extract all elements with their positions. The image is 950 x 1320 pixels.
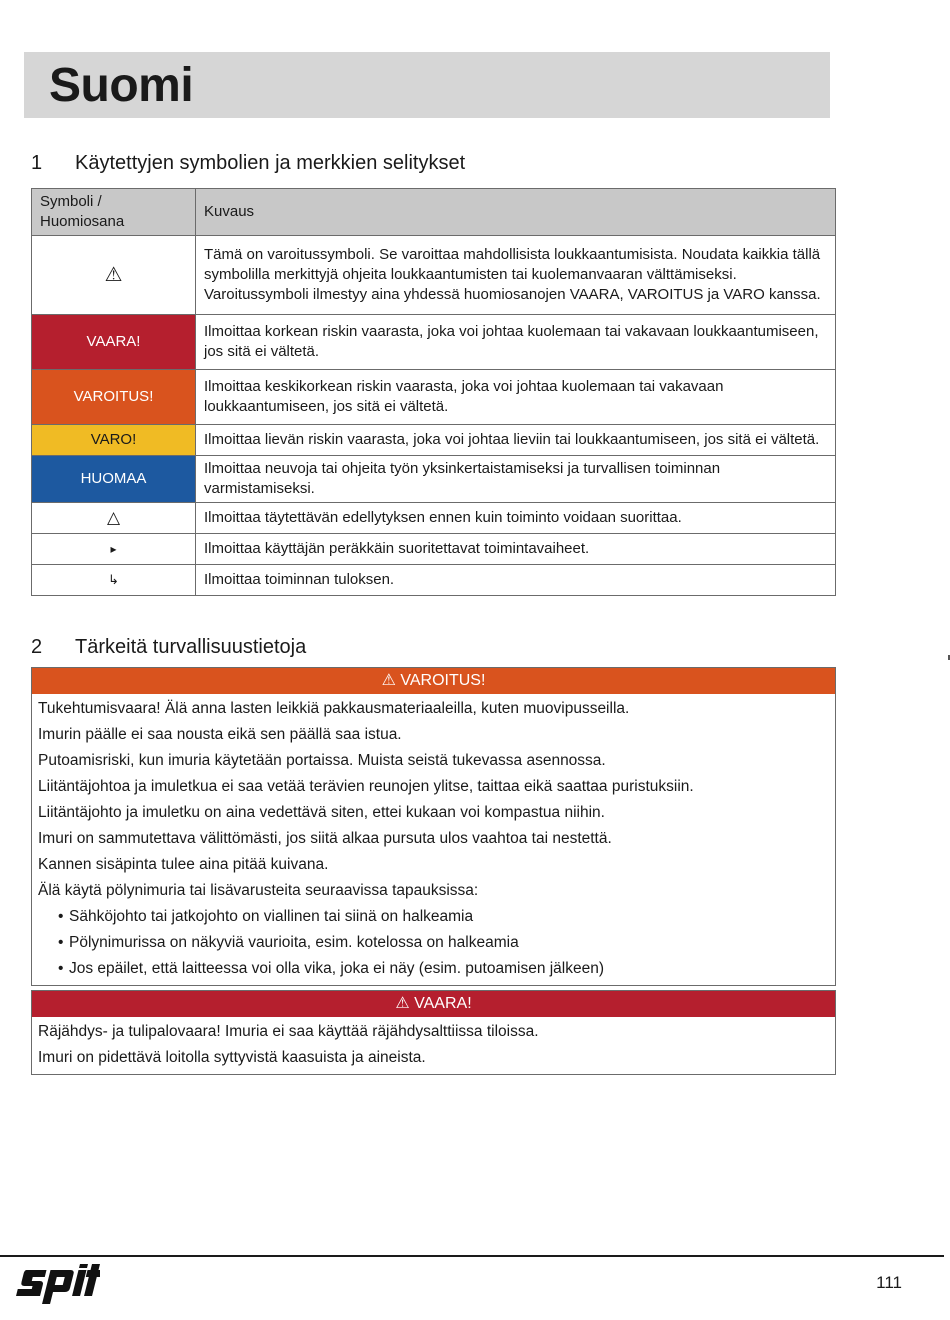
warning-line: Älä käytä pölynimuria tai lisävarusteita seuraavissa tapauksissa: [38, 882, 479, 899]
table-row [32, 315, 836, 370]
section-2-title: Tärkeitä turvallisuustietoja [75, 636, 307, 658]
section-1-title: Käytettyjen symbolien ja merkkien selitykset [75, 152, 466, 174]
danger-bar: ⚠ VAARA! [32, 991, 835, 1017]
danger-line: Räjähdys- ja tulipalovaara! Imuria ei saa käyttää räjähdysalttiissa tiloissa. [38, 1023, 539, 1040]
warning-bar: ⚠ VAROITUS! [32, 668, 835, 694]
warning-triangle-icon: ⚠ [32, 236, 196, 315]
warning-body [32, 694, 835, 985]
danger-box [31, 990, 836, 1075]
warning-box [31, 667, 836, 986]
spit-logo-icon [14, 1264, 100, 1306]
warning-line: Liitäntäjohtoa ja imuletkua ei saa vetää terävien reunojen ylitse, taittaa eikä saattaa puristuksiin. [38, 778, 694, 795]
section-1-heading [31, 152, 465, 175]
list-item: • Pölynimurissa on näkyviä vaurioita, esim. kotelossa on halkeamia [38, 930, 829, 956]
bullet-icon: • [58, 908, 64, 925]
warning-line: Imuri on sammutettava välittömästi, jos siitä alkaa pursuta ulos vaahtoa tai nestettä. [38, 830, 612, 847]
danger-line: Imuri on pidettävä loitolla syttyvistä kaasuista ja aineista. [38, 1049, 426, 1066]
list-item: • Sähköjohto tai jatkojohto on viallinen tai siinä on halkeamia [38, 904, 829, 930]
step-arrow-icon: ▸ [32, 534, 196, 565]
table-row [32, 370, 836, 425]
warning-label: VAROITUS! [32, 370, 196, 425]
table-cell-description: Ilmoittaa lievän riskin vaarasta, joka voi johtaa lieviin tai loukkaantumiseen, jos sitä ei vältetä. [196, 425, 836, 456]
table-header-row [32, 189, 836, 236]
caution-label: VARO! [32, 425, 196, 456]
language-banner [24, 52, 830, 118]
bullet-icon: • [58, 934, 64, 951]
page-number: 111 [876, 1273, 902, 1292]
symbol-column-header: Symboli / Huomiosana [32, 189, 196, 236]
warning-line: Kannen sisäpinta tulee aina pitää kuivana. [38, 856, 329, 873]
table-cell-description: Ilmoittaa täytettävän edellytyksen ennen kuin toiminto voidaan suorittaa. [196, 503, 836, 534]
table-cell-description: Ilmoittaa neuvoja tai ohjeita työn yksinkertaistamiseksi ja turvallisen toiminnan varmistamiseksi. [196, 456, 836, 503]
warning-line: Tukehtumisvaara! Älä anna lasten leikkiä pakkausmateriaaleilla, kuten muovipusseilla. [38, 700, 630, 717]
notice-label: HUOMAA [32, 456, 196, 503]
danger-body [32, 1017, 835, 1074]
language-title: Suomi [49, 58, 194, 112]
list-item: • Jos epäilet, että laitteessa voi olla vika, joka ei näy (esim. putoamisen jälkeen) [38, 956, 829, 982]
table-cell-description: Ilmoittaa keskikorkean riskin vaarasta, joka voi johtaa kuolemaan tai vakavaan loukkaantumiseen, jos sitä ei vältetä. [196, 370, 836, 425]
table-row [32, 503, 836, 534]
table-cell-description: Ilmoittaa korkean riskin vaarasta, joka voi johtaa kuolemaan tai vakavaan loukkaantumiseen, jos sitä ei vältetä. [196, 315, 836, 370]
table-row [32, 565, 836, 596]
table-row [32, 236, 836, 315]
table-cell-description: Ilmoittaa käyttäjän peräkkäin suoritettavat toimintavaiheet. [196, 534, 836, 565]
warning-line: Putoamisriski, kun imuria käytetään portaissa. Muista seistä tukevassa asennossa. [38, 752, 606, 769]
footer-divider [0, 1255, 944, 1257]
table-row [32, 456, 836, 503]
symbols-table [31, 188, 836, 596]
section-1-number: 1 [31, 152, 43, 174]
table-row [32, 534, 836, 565]
section-2-heading [31, 636, 306, 659]
warning-line: Imurin päälle ei saa nousta eikä sen päällä saa istua. [38, 726, 402, 743]
warning-line: Liitäntäjohto ja imuletku on aina vedettävä siten, ettei kukaan voi kompastua niihin. [38, 804, 605, 821]
table-cell-description: Ilmoittaa toiminnan tuloksen. [196, 565, 836, 596]
table-row [32, 425, 836, 456]
result-arrow-icon: ↳ [32, 565, 196, 596]
section-2-number: 2 [31, 636, 43, 658]
bullet-icon: • [58, 960, 64, 977]
prerequisite-triangle-icon: △ [32, 503, 196, 534]
description-column-header: Kuvaus [196, 189, 836, 236]
table-cell-description: Tämä on varoitussymboli. Se varoittaa mahdollisista loukkaantumisista. Noudata kaikkia tällä symbolilla merkittyjä ohjeita loukkaantumisten tai kuolemanvaaran välttämiseksi. Varoitussymboli ilmestyy aina yhdessä huomiosanojen VAARA, VAROITUS ja VARO kanssa. [196, 236, 836, 315]
spit-logo [14, 1264, 100, 1311]
danger-label: VAARA! [32, 315, 196, 370]
